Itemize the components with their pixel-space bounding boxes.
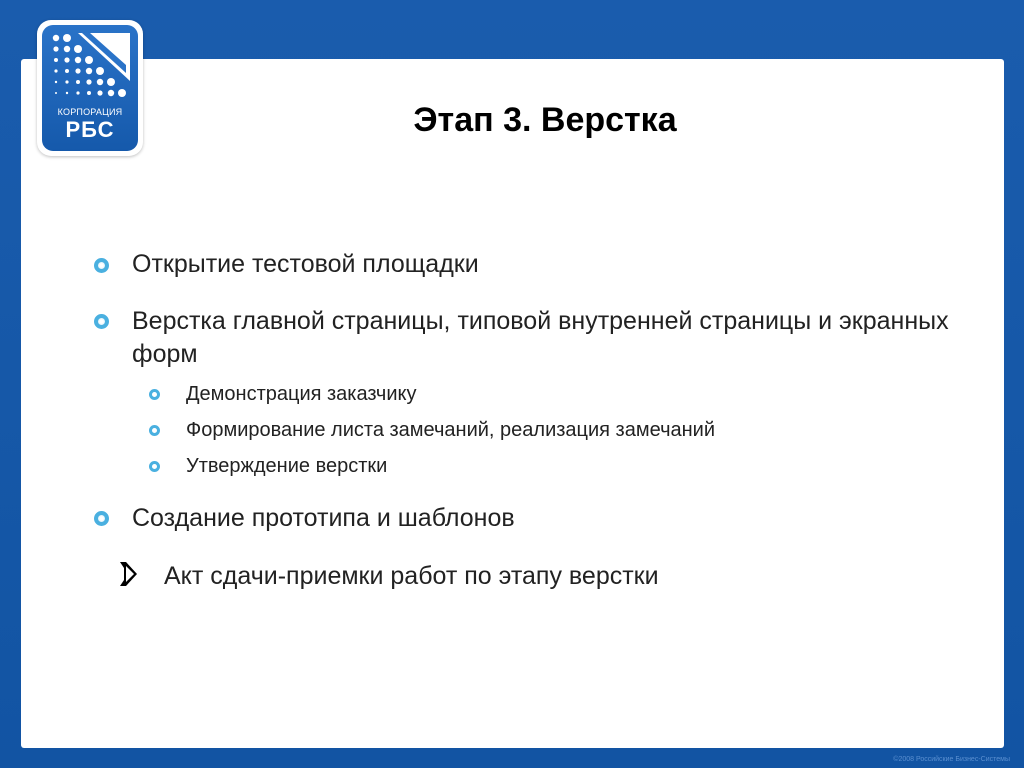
- bullet-icon: [94, 258, 109, 273]
- slide-title: Этап 3. Верстка: [413, 101, 677, 139]
- arrow-right-icon: [117, 560, 139, 588]
- bullet-icon: [94, 314, 109, 329]
- sub-bullet-icon: [149, 425, 160, 436]
- sub-bullet-item: Формирование листа замечаний, реализация замечаний: [186, 419, 715, 441]
- logo-word: КОРПОРАЦИЯ: [57, 107, 123, 117]
- bullet-item: Открытие тестовой площадки: [132, 250, 479, 278]
- bullet-item: Верстка главной страницы, типовой внутренней страницы и экранных форм: [132, 307, 949, 368]
- logo-brand: РБС: [65, 117, 115, 142]
- deliverable-item: Акт сдачи-приемки работ по этапу верстки: [164, 562, 659, 590]
- sub-bullet-item: Демонстрация заказчику: [186, 383, 417, 405]
- bullet-item: Создание прототипа и шаблонов: [132, 504, 515, 532]
- sub-bullet-item: Утверждение верстки: [186, 455, 388, 477]
- sub-bullet-icon: [149, 461, 160, 472]
- sub-bullet-icon: [149, 389, 160, 400]
- bullet-icon: [94, 511, 109, 526]
- footer-copyright: ©2008 Российские Бизнес-Системы: [893, 756, 1010, 763]
